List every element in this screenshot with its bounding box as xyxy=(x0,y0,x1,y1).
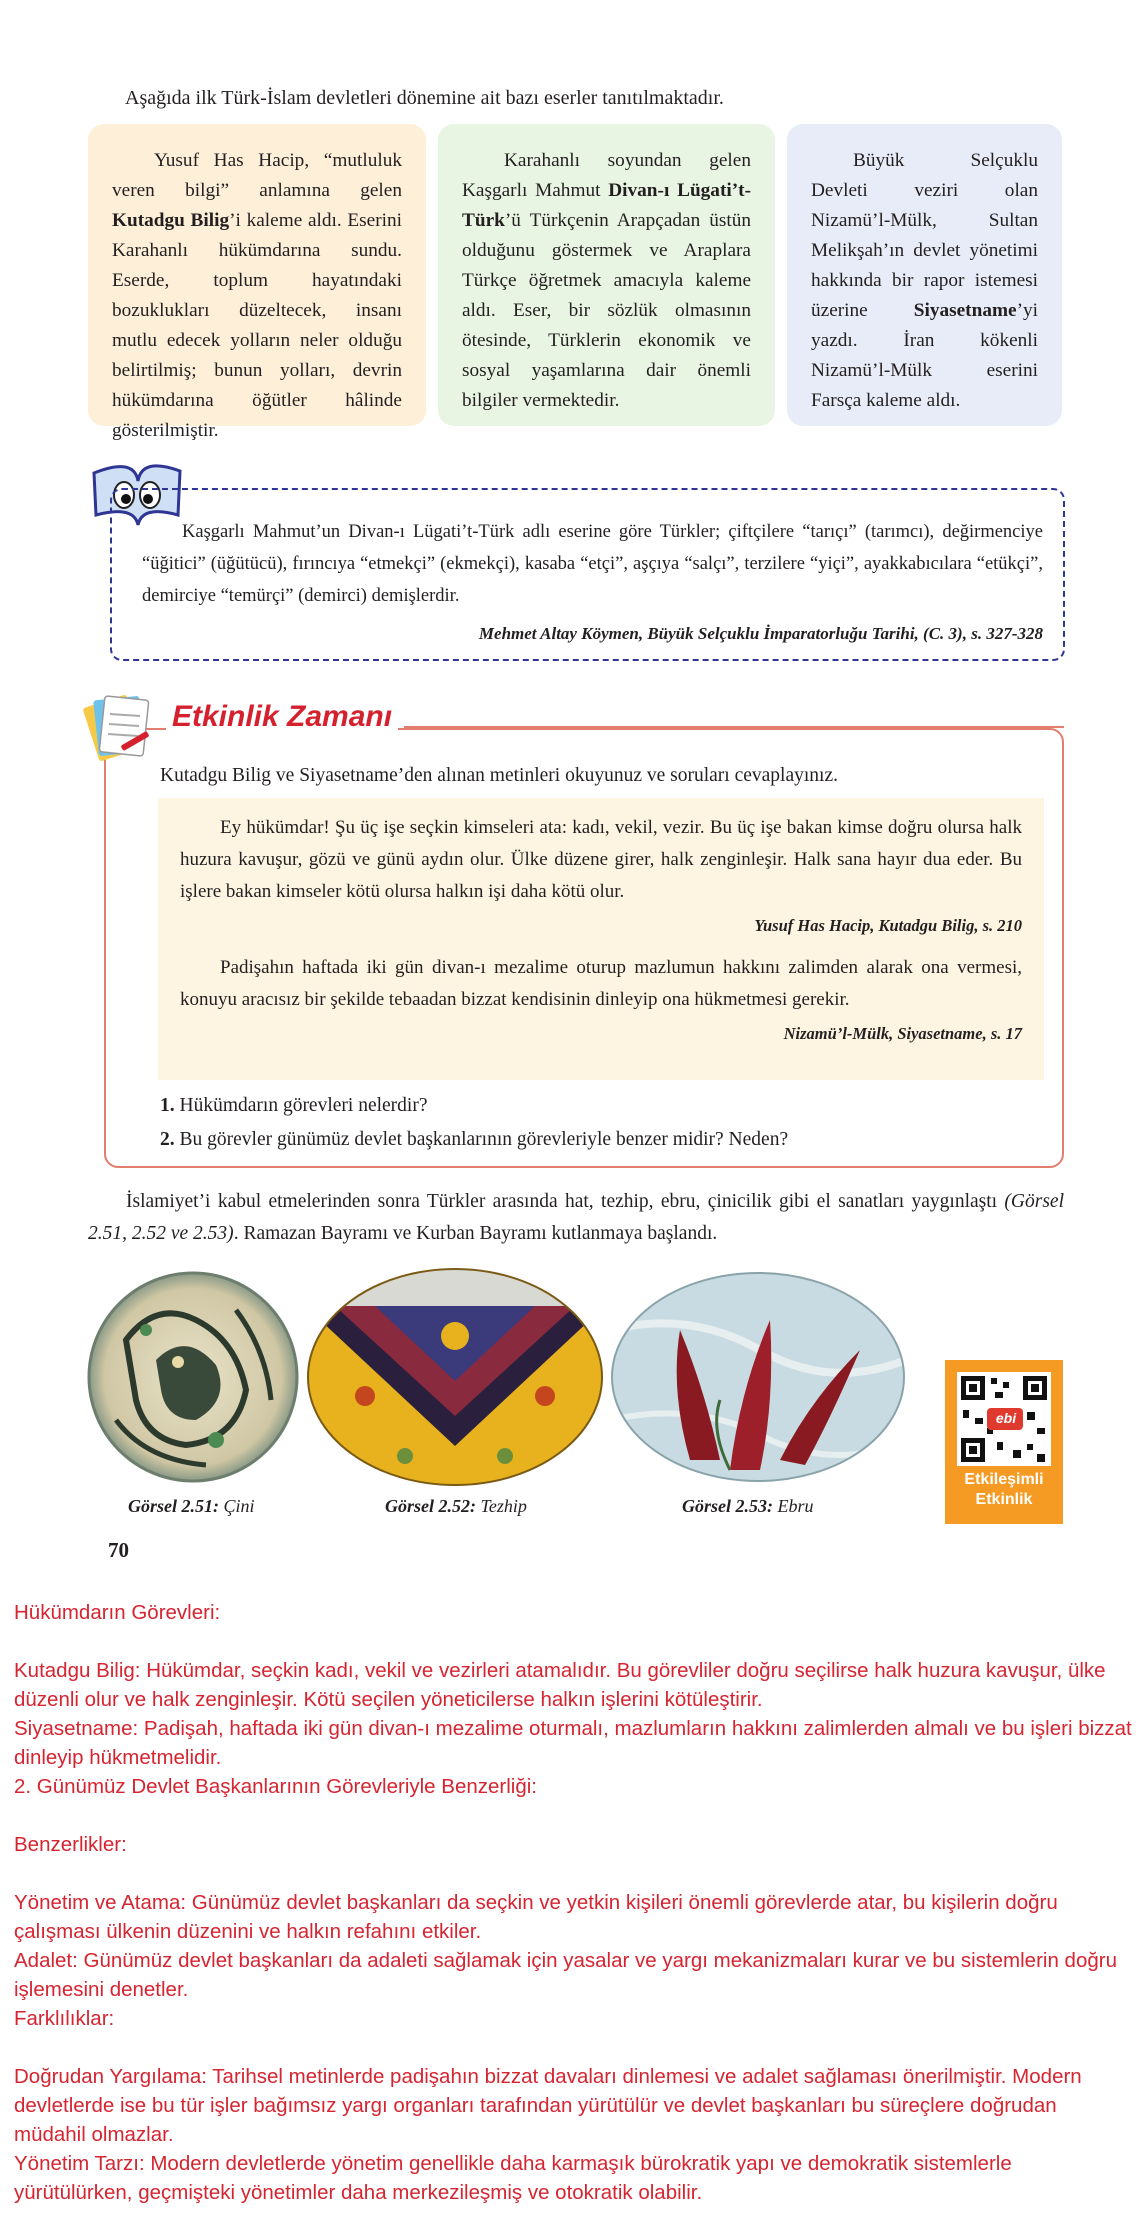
answer-text xyxy=(14,1598,1134,2207)
answer-line: Adalet: Günümüz devlet başkanları da adaleti sağlamak için yasalar ve yargı mekanizmaları kurar ve bu sistemlerin doğru işlemesini denetler. xyxy=(14,1949,1117,2001)
caption-name: Çini xyxy=(223,1496,255,1516)
answer-line: Hükümdarın Görevleri: xyxy=(14,1601,221,1624)
tezhip-image xyxy=(305,1266,605,1488)
card-text-pre: Büyük Selçuklu Devleti veziri olan Nizamü’l-Mülk, Sultan Melikşah’ın devlet yönetimi hakkında bir rapor istemesi üzerine xyxy=(811,150,1038,321)
card-title: Kutadgu Bilig xyxy=(112,210,230,231)
qr-label xyxy=(945,1470,1063,1510)
caption-label: Görsel 2.52: xyxy=(385,1496,476,1516)
answer-line xyxy=(14,2033,1134,2062)
figure-reference: (Görsel 2.51, 2.52 ve 2.53) xyxy=(88,1191,1064,1244)
answer-line: Doğrudan Yargılama: Tarihsel metinlerde padişahın bizzat davaları dinlemesi ve adalet sağlaması önerilmiştir. Modern devletlerde ise bu tür işler bağımsız yargı organları tarafından yürütülür ve devlet başkanları bu süreçlere doğrudan müdahil olmazlar. xyxy=(14,2065,1082,2146)
card-text-pre: Karahanlı soyundan gelen Kaşgarlı Mahmut xyxy=(462,150,751,201)
intro-text: Aşağıda ilk Türk-İslam devletleri dönemine ait bazı eserler tanıtılmaktadır. xyxy=(125,87,724,109)
caption-label: Görsel 2.53: xyxy=(682,1496,773,1516)
quote-panel xyxy=(158,798,1044,1080)
answer-line: Benzerlikler: xyxy=(14,1833,127,1856)
card-title: Divan-ı Lügati’t-Türk xyxy=(462,180,751,231)
card-text-post: ’i kaleme aldı. Eserini Karahanlı hükümdarına sundu. Eserde, toplum hayatındaki bozuklukları düzeltecek, insanı mutlu edecek yolların neler olduğu belirtilmiş; bunun yolları, devrin hükümdarına öğütler hâlinde gösterilmiştir. xyxy=(112,210,402,441)
card-siyasetname xyxy=(787,124,1062,426)
qr-badge: ebi xyxy=(995,1410,1017,1426)
caption-cini xyxy=(128,1496,255,1517)
arts-text-tail: . Ramazan Bayramı ve Kurban Bayramı kutlanmaya başlandı. xyxy=(233,1223,718,1244)
caption-ebru xyxy=(682,1496,814,1517)
answer-line: 2. Günümüz Devlet Başkanlarının Görevleriyle Benzerliği: xyxy=(14,1775,537,1798)
activity-lead: Kutadgu Bilig ve Siyasetname’den alınan metinleri okuyunuz ve soruları cevaplayınız. xyxy=(160,765,838,786)
info-box xyxy=(110,488,1065,661)
question-1 xyxy=(160,1092,428,1120)
answer-line: Siyasetname: Padişah, haftada iki gün divan-ı mezalime oturmalı, mazlumların hakkını zalimlerden almalı ve bu işleri bizzat dinleyip hükmetmelidir. xyxy=(14,1717,1132,1769)
info-text: Kaşgarlı Mahmut’un Divan-ı Lügati’t-Türk adlı eserine göre Türkler; çiftçilere “tarıçı” (tarımcı), değirmenciye “üğitici” (üğütücü), fırıncıya “etmekçi” (ekmekçi), kasaba “etçi”, aşçıya “salçı”, terzilere “yiçi”, ayakkabıcılara “etükçi”, demirciye “temürçi” (demirci) demişlerdir. xyxy=(142,522,1043,606)
answer-line xyxy=(14,1627,1134,1656)
card-text-pre: Yusuf Has Hacip, “mutluluk veren bilgi” anlamına gelen xyxy=(112,150,402,201)
card-title: Siyasetname xyxy=(913,300,1017,321)
arts-paragraph xyxy=(88,1186,1064,1250)
page-number: 70 xyxy=(108,1538,129,1562)
info-source: Mehmet Altay Köymen, Büyük Selçuklu İmparatorluğu Tarihi, (C. 3), s. 327-328 xyxy=(478,624,1043,643)
quote-siyasetname: Padişahın haftada iki gün divan-ı mezalime oturup mazlumun hakkını zalimden alarak ona vermesi, konuyu aracısız bir şekilde tebaadan bizzat kendisinin dinleyip ona hükmetmesi gerekir. xyxy=(180,957,1022,1010)
answer-line: Yönetim ve Atama: Günümüz devlet başkanları da seçkin ve yetkin kişileri önemli görevlerde atar, bu kişilerin doğru çalışması ülkenin düzenini ve halkın refahını etkiler. xyxy=(14,1891,1058,1943)
cini-plate-image xyxy=(86,1270,300,1484)
arts-text: İslamiyet’i kabul etmelerinden sonra Türkler arasında hat, tezhip, ebru, çinicilik gibi el sanatları yaygınlaştı xyxy=(126,1191,1005,1212)
caption-label: Görsel 2.51: xyxy=(128,1496,219,1516)
quote-source-kutadgu: Yusuf Has Hacip, Kutadgu Bilig, s. 210 xyxy=(754,916,1022,935)
card-text-post: ’yi yazdı. İran kökenli Nizamü’l-Mülk eserini Farsça kaleme aldı. xyxy=(811,300,1038,411)
question-number: 2. xyxy=(160,1129,175,1150)
caption-name: Ebru xyxy=(777,1496,814,1516)
answer-line xyxy=(14,1859,1134,1888)
answer-line: Yönetim Tarzı: Modern devletlerde yönetim genellikle daha karmaşık bürokratik yapı ve demokratik sistemlerle yürütülürken, geçmişteki yönetimler daha merkezileşmiş ve otokratik olabilir. xyxy=(14,2152,1012,2204)
caption-tezhip xyxy=(385,1496,527,1517)
question-2 xyxy=(160,1126,788,1154)
activity-title: Etkinlik Zamanı xyxy=(166,700,398,734)
quote-kutadgu: Ey hükümdar! Şu üç işe seçkin kimseleri ata: kadı, vekil, vezir. Bu üç işe bakan kimse doğru olursa halk huzura kavuşur, gözü ve günü aydın olur. Ülke düzene girer, halk zenginleşir. Halk sana hayır dua eder. Bu işlere bakan kimseler kötü olursa halkın işi daha kötü olur. xyxy=(180,817,1022,902)
caption-name: Tezhip xyxy=(480,1496,527,1516)
answer-line xyxy=(14,1801,1134,1830)
question-text: Bu görevler günümüz devlet başkanlarının görevleriyle benzer midir? Neden? xyxy=(179,1129,789,1150)
qr-code-card[interactable] xyxy=(945,1360,1063,1524)
qr-label-line1: Etkileşimli xyxy=(964,1471,1044,1488)
question-text: Hükümdarın görevleri nelerdir? xyxy=(179,1095,428,1116)
answer-line: Farklılıklar: xyxy=(14,2007,115,2030)
papers-icon xyxy=(80,686,160,766)
title-rule xyxy=(404,726,1064,730)
question-number: 1. xyxy=(160,1095,175,1116)
ebru-image xyxy=(610,1270,906,1484)
card-divan-lugat xyxy=(438,124,775,426)
qr-label-line2: Etkinlik xyxy=(975,1491,1033,1508)
card-text-post: ’ü Türkçenin Arapçadan üstün olduğunu göstermek ve Araplara Türkçe öğretmek amacıyla kaleme aldı. Eser, bir sözlük olmasının ötesinde, Türklerin ekonomik ve sosyal yaşamlarına dair önemli bilgiler vermektedir. xyxy=(462,210,751,411)
answer-line: Kutadgu Bilig: Hükümdar, seçkin kadı, vekil ve vezirleri atamalıdır. Bu görevliler doğru seçilirse halk huzura kavuşur, ülke düzenli olur ve halk zenginleşir. Kötü seçilen yöneticilerse halkın işlerini kötüleştirir. xyxy=(14,1659,1106,1711)
quote-source-siyasetname: Nizamü’l-Mülk, Siyasetname, s. 17 xyxy=(783,1024,1022,1043)
card-kutadgu-bilig xyxy=(88,124,426,441)
